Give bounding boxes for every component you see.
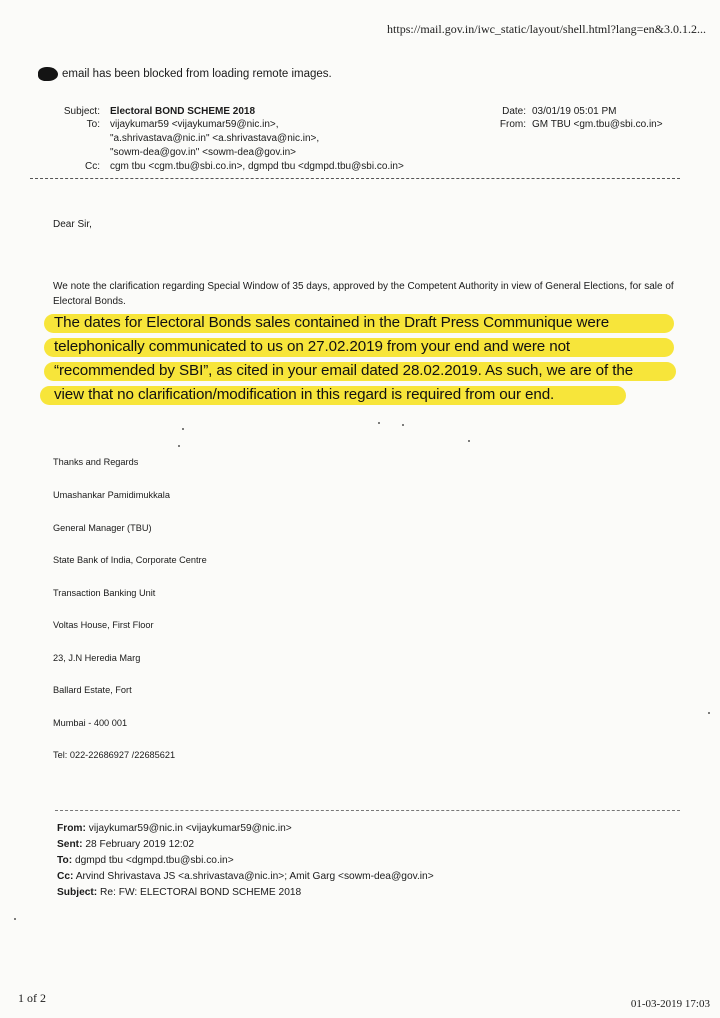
cc-label: Cc: — [85, 161, 100, 172]
scan-speck — [468, 440, 470, 442]
scan-speck — [378, 422, 380, 424]
from-value[interactable]: GM TBU <gm.tbu@sbi.co.in> — [532, 119, 663, 130]
to-line-2[interactable]: "a.shrivastava@nic.in" <a.shrivastava@nic.in>, — [110, 133, 320, 144]
header-divider — [30, 178, 680, 179]
signature-line: Tel: 022-22686927 /22685621 — [53, 750, 176, 760]
forwarded-header — [57, 821, 434, 901]
fwd-from[interactable]: vijaykumar59@nic.in <vijaykumar59@nic.in> — [88, 823, 292, 834]
body-paragraph-1: We note the clarification regarding Special Window of 35 days, approved by the Competent Authority in view of General Elections, for sale of Electoral Bonds. — [53, 281, 674, 307]
highlight-text: telephonically communicated to us on 27.02.2019 from your end and were not — [54, 338, 571, 355]
blocked-notice-text: email has been blocked from loading remote images. — [62, 68, 332, 80]
signature-line: Ballard Estate, Fort — [53, 685, 132, 695]
highlight-line — [44, 384, 676, 406]
highlight-text: view that no clarification/modification in this regard is required from our end. — [54, 386, 555, 403]
fwd-subject: Re: FW: ELECTORAl BOND SCHEME 2018 — [100, 887, 302, 898]
scan-speck — [178, 445, 180, 447]
from-label: From: — [499, 119, 526, 130]
fwd-cc[interactable]: Arvind Shrivastava JS <a.shrivastava@nic.in>; Amit Garg <sowm-dea@gov.in> — [75, 871, 434, 882]
scan-speck — [402, 424, 404, 426]
greeting: Dear Sir, — [53, 219, 92, 230]
signature-line: Transaction Banking Unit — [53, 588, 156, 598]
date-value: 03/01/19 05:01 PM — [532, 106, 617, 117]
highlight-line — [44, 312, 676, 334]
highlighted-paragraph — [44, 312, 676, 408]
subject-label: Subject: — [63, 106, 100, 117]
scan-speck — [708, 712, 710, 714]
subject-value: Electoral BOND SCHEME 2018 — [110, 106, 256, 117]
fwd-cc-label: Cc: — [57, 871, 74, 882]
signature-line: General Manager (TBU) — [53, 523, 152, 533]
signature-line: Mumbai - 400 001 — [53, 718, 128, 728]
to-line-1[interactable]: vijaykumar59 <vijaykumar59@nic.in>, — [110, 119, 279, 130]
signature-line: Umashankar Pamidimukkala — [53, 490, 170, 500]
scan-speck — [182, 428, 184, 430]
fwd-subject-label: Subject: — [57, 887, 98, 898]
signature-line: Thanks and Regards — [53, 457, 139, 467]
fwd-to[interactable]: dgmpd tbu <dgmpd.tbu@sbi.co.in> — [74, 855, 234, 866]
highlight-text: “recommended by SBI”, as cited in your email dated 28.02.2019. As such, we are of the — [54, 362, 634, 379]
date-label: Date: — [502, 106, 526, 117]
fwd-sent-label: Sent: — [57, 839, 83, 850]
signature-line: Voltas House, First Floor — [53, 620, 154, 630]
remote-images-blocked-notice — [44, 67, 332, 81]
fwd-to-label: To: — [57, 855, 73, 866]
fwd-sent: 28 February 2019 12:02 — [85, 839, 195, 850]
scan-speck — [14, 918, 16, 920]
page-url: https://mail.gov.in/iwc_static/layout/shell.html?lang=en&3.0.1.2... — [387, 22, 706, 36]
highlight-line — [44, 360, 676, 382]
to-label: To: — [86, 119, 100, 130]
cc-value[interactable]: cgm tbu <cgm.tbu@sbi.co.in>, dgmpd tbu <dgmpd.tbu@sbi.co.in> — [110, 161, 404, 172]
ink-blot — [38, 67, 58, 81]
page-number: 1 of 2 — [18, 991, 46, 1005]
highlight-line — [44, 336, 676, 358]
signature-line: 23, J.N Heredia Marg — [53, 653, 141, 663]
to-line-3[interactable]: "sowm-dea@gov.in" <sowm-dea@gov.in> — [110, 147, 297, 158]
print-timestamp: 01-03-2019 17:03 — [630, 998, 710, 1010]
forwarded-divider — [55, 810, 680, 811]
signature-line: State Bank of India, Corporate Centre — [53, 555, 207, 565]
highlight-text: The dates for Electoral Bonds sales contained in the Draft Press Communique were — [54, 314, 610, 331]
fwd-from-label: From: — [57, 823, 86, 834]
